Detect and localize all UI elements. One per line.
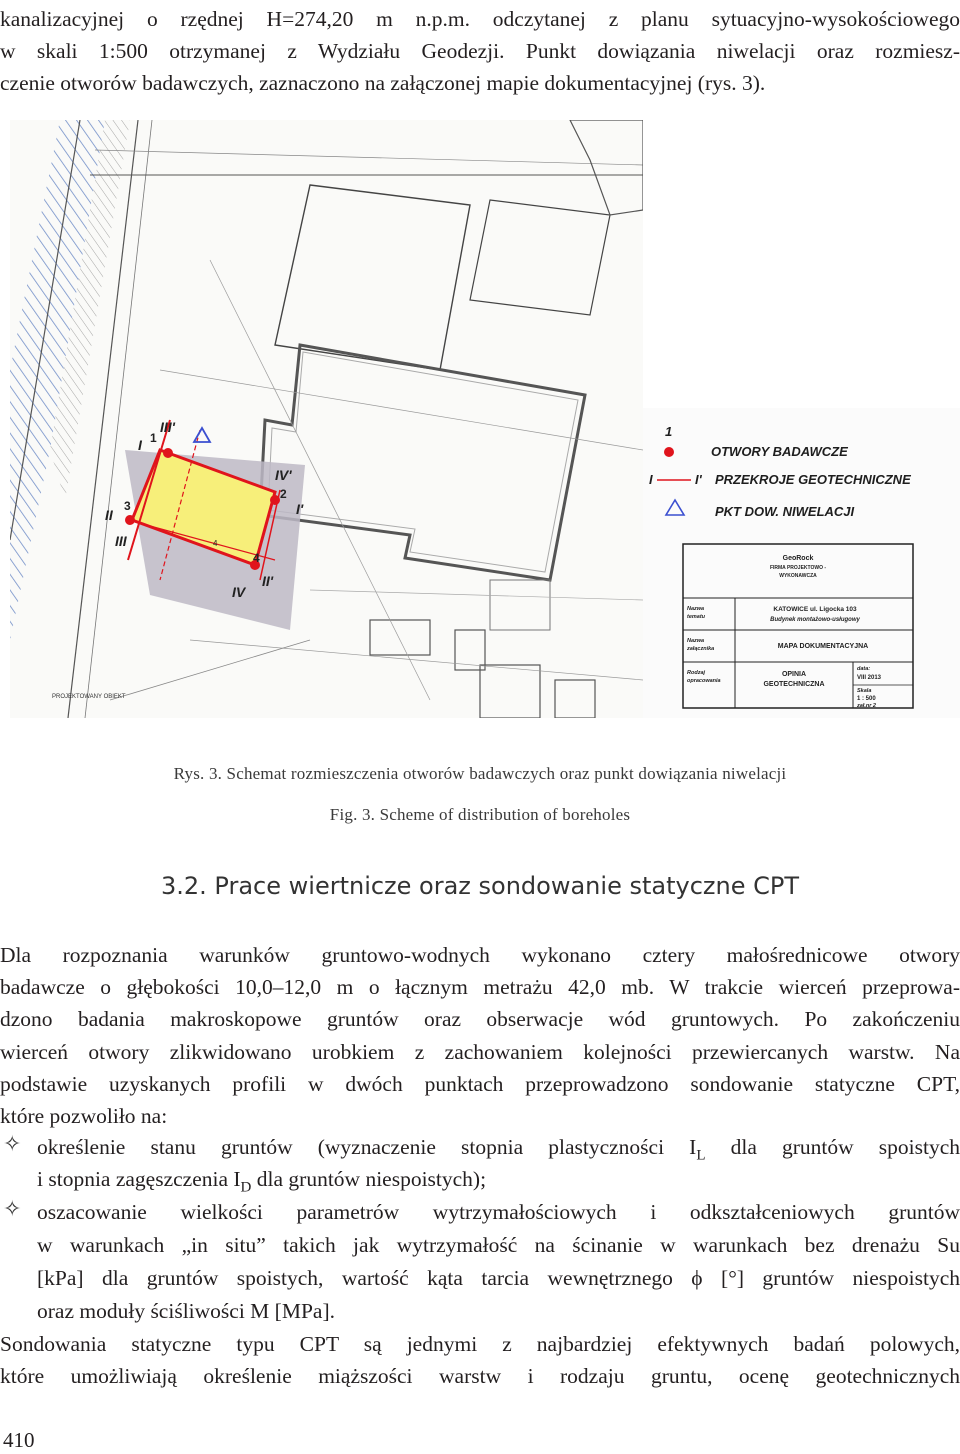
tb-date-label: data: — [857, 666, 871, 672]
bullet-2-line-1: oszacowanie wielkości parametrów wytrzymałościowych i odkształceniowych gruntów — [37, 1200, 960, 1224]
label-sec2b: II' — [262, 573, 274, 589]
section-heading: 3.2. Prace wiertnicze oraz sondowanie statyczne CPT — [161, 872, 799, 900]
tb-row1-value2: Budynek montażowo-usługowy — [770, 617, 860, 623]
legend-bh-num: 1 — [665, 424, 673, 439]
intro-line-3: czenie otworów badawczych, zaznaczono na załączonej mapie dokumentacyjnej (rys. 3). — [0, 71, 766, 95]
legend-sec-b: I' — [695, 472, 702, 487]
bullet-2-icon: ✧ — [3, 1197, 22, 1222]
body-line-3: dzono badania makroskopowe gruntów oraz obserwacje wód gruntowych. Po zakończeniu — [0, 1007, 960, 1031]
closing-line-1: Sondowania statyczne typu CPT są jednymi z najbardziej efektywnych badań polowych, — [0, 1332, 960, 1356]
tb-attach: zał.nr 2 — [857, 703, 876, 709]
bullet-2-line-2: w warunkach „in situ” takich jak wytrzymałość na ścinanie w warunkach bez drenażu Su — [37, 1233, 960, 1257]
tb-row1-value1: KATOWICE ul. Ligocka 103 — [773, 606, 857, 613]
tb-row3-value1: OPINIA — [781, 671, 807, 678]
bullet-1-icon: ✧ — [3, 1132, 22, 1157]
documentation-map — [10, 120, 643, 718]
tb-row2-label2: załącznika — [687, 646, 715, 652]
label-bh2: 2 — [280, 487, 287, 501]
intro-line-1: kanalizacyjnej o rzędnej H=274,20 m n.p.m. odczytanej z planu sytuacyjno-wysokościowego — [0, 7, 960, 31]
label-bh4: 4 — [253, 551, 260, 565]
tb-company2: FIRMA PROJEKTOWO - — [769, 565, 827, 571]
tb-company3: WYKONAWCZA — [779, 573, 817, 579]
label-sec1b: I' — [296, 501, 304, 517]
legend-sections: PRZEKROJE GEOTECHNICZNE — [715, 472, 911, 487]
tb-scale-value: 1 : 500 — [857, 696, 876, 702]
body-line-1: Dla rozpoznania warunków gruntowo-wodnych wykonano cztery małośrednicowe otwory — [0, 943, 960, 967]
label-sec1a: I — [138, 437, 142, 453]
tb-row2-value: MAPA DOKUMENTACYJNA — [777, 643, 869, 650]
legend-benchmark: PKT DOW. NIWELACJI — [715, 504, 855, 519]
label-sec3a: III — [115, 533, 127, 549]
body-line-4: wierceń otwory zlikwidowano urobkiem z zachowaniem kolejności przewiercanych warstw. Na — [0, 1040, 960, 1064]
label-sec3b: III' — [160, 419, 175, 435]
tb-date-value: VIII 2013 — [857, 675, 882, 681]
figure-caption-en: Fig. 3. Scheme of distribution of boreholes — [329, 805, 631, 824]
legend-sec-a: I — [649, 472, 653, 487]
intro-line-2: w skali 1:500 otrzymanej z Wydziału Geodezji. Punkt dowiązania niwelacji oraz rozmiesz- — [0, 39, 960, 63]
label-bh3: 3 — [124, 499, 131, 513]
tb-row3-value2: GEOTECHNICZNA — [763, 681, 825, 688]
label-plot-no: 4 — [213, 539, 218, 548]
body-line-2: badawcze o głębokości 10,0–12,0 m o łącznym metrażu 42,0 mb. W trakcie wierceń przeprowa- — [0, 975, 960, 999]
label-sec2a: II — [105, 507, 113, 523]
page-number: 410 — [3, 1428, 35, 1452]
tb-scale-label: Skala — [857, 688, 872, 694]
body-line-6: które pozwoliło na: — [0, 1104, 168, 1128]
tb-company1: GeoRock — [782, 555, 814, 562]
tb-row3-label2: opracowania — [687, 678, 721, 684]
label-sec4b: IV' — [275, 467, 292, 483]
borehole-3 — [125, 515, 135, 525]
label-bh1: 1 — [150, 431, 157, 445]
bullet-2-line-4: oraz moduły ściśliwości M [MPa]. — [37, 1299, 335, 1323]
figure-caption-pl: Rys. 3. Schemat rozmieszczenia otworów badawczych oraz punkt dowiązania niwelacji — [173, 764, 787, 783]
body-line-5: podstawie uzyskanych profili w dwóch punktach przeprowadzono sondowanie statyczne CPT, — [0, 1072, 960, 1096]
map-legend — [643, 408, 960, 718]
borehole-1 — [163, 448, 173, 458]
tb-row1-label2: tematu — [687, 614, 706, 620]
legend-borehole-dot — [664, 447, 674, 457]
bullet-1-line-1: określenie stanu gruntów (wyznaczenie stopnia plastyczności $I_L$ dla gruntów spoistych — [37, 1135, 960, 1164]
bullet-2-line-3: [kPa] dla gruntów spoistych, wartość kąta tarcia wewnętrznego ϕ [°] gruntów niespoistych — [37, 1266, 960, 1290]
tb-row2-label1: Nazwa — [687, 638, 705, 644]
legend-boreholes: OTWORY BADAWCZE — [711, 444, 848, 459]
closing-line-2: które umożliwiają określenie miąższości warstw i rodzaju gruntu, ocenę geotechnicznych — [0, 1364, 960, 1388]
label-projected-object: PROJEKTOWANY OBIEKT — [52, 694, 126, 700]
tb-row3-label1: Rodzaj — [687, 670, 706, 676]
label-sec4a: IV — [232, 584, 246, 600]
bullet-1-line-2: i stopnia zagęszczenia $I_D$ dla gruntów niespoistych); — [37, 1167, 487, 1196]
tb-row1-label1: Nazwa — [687, 606, 705, 612]
borehole-2 — [270, 495, 280, 505]
